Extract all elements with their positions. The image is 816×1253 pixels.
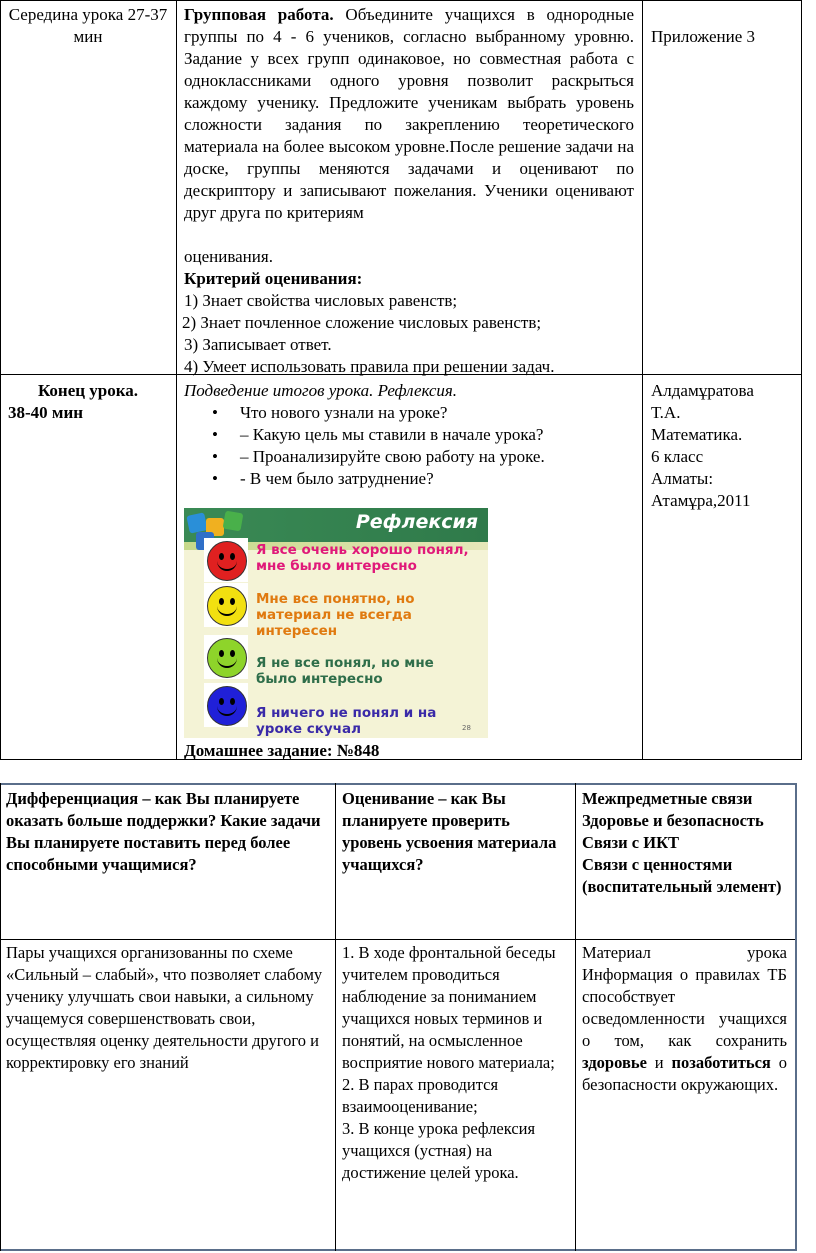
slide-item-text: Я все очень хорошо понял, мне было интересно [256, 542, 469, 574]
criteria-list [182, 290, 634, 378]
reflection-slide-image [184, 508, 488, 738]
group-work-body: Объедините учащихся в однородные группы по 4 - 6 учеников, согласно выбранному уровню. Задание у всех групп одинаковое, но совместная работа с одноклассниками одного уровня позволит раскрыться каждому ученику. Предложите ученикам выбрать уровень сложности задания по закреплению теоретического материала на более высоком уровне.После решение задачи на доске, группы меняются задачами и оценивают по дескриптору и записывают пожелания. Ученики оценивают друг друга по критериям [184, 5, 635, 222]
resource-publisher: Атамұра,2011 [651, 491, 751, 510]
body-cross-curricular: Материал урока Информация о правилах ТБ способствует осведомленности учащихся о том, как сохранить здоровье и позаботиться о безопасности окружающих. [582, 943, 787, 1094]
resource-book [651, 380, 796, 512]
bullet-icon: • [212, 447, 218, 466]
slide-item-text: Я не все понял, но мне было интересно [256, 655, 434, 687]
criteria-item: 1) Знает свойства числовых равенств; [184, 291, 458, 310]
header-links-line: Здоровье и безопасность [582, 811, 764, 830]
stage-time-end-label: Конец урока. [37, 381, 139, 400]
criteria-heading: Критерий оценивания: [184, 269, 363, 288]
yellow-smiley-icon [207, 586, 247, 626]
header-links-line: Межпредметные связи [582, 789, 753, 808]
header-differentiation: Дифференциация – как Вы планируете оказать больше поддержки? Какие задачи Вы планируете поставить перед более способными учащимися? [6, 789, 321, 874]
question-item: • - В чем было затруднение? [212, 469, 434, 488]
homework: Домашнее задание: №848 [184, 741, 380, 760]
header-links-line: Связи с ценностями (воспитательный элемент) [582, 855, 782, 896]
group-work-text [184, 4, 634, 224]
summary-heading: Подведение итогов урока. Рефлексия. [184, 381, 458, 400]
stage-time-middle: Середина урока 27-37 мин [8, 5, 168, 46]
criteria-item: 3) Записывает ответ. [184, 335, 332, 354]
slide-title: Рефлексия [355, 511, 478, 533]
resource-initials: Т.А. [651, 403, 681, 422]
resource-city: Алматы: [651, 469, 714, 488]
assessment-item: 1. В ходе фронтальной беседы учителем проводиться наблюдение за пониманием учащихся новых терминов и понятий, на осмысленное восприятие нового материала; [342, 943, 556, 1072]
group-work-heading: Групповая работа. [184, 5, 334, 24]
red-smiley-icon [207, 541, 247, 581]
body-differentiation: Пары учащихся организованны по схеме «Сильный – слабый», что позволяет слабому ученику улучшать свои навыки, а сильному учащемуся совершенствовать свои, осуществляя оценку деятельности другого и корректировку его знаний [6, 943, 323, 1072]
question-item: • – Проанализируйте свою работу на уроке. [212, 447, 545, 466]
criteria-item: 4) Умеет использовать правила при решении задач. [184, 357, 555, 376]
header-links-line: Связи с ИКТ [582, 833, 680, 852]
blue-smiley-icon [207, 686, 247, 726]
slide-item-text: Я ничего не понял и на уроке скучал [256, 705, 437, 737]
bullet-icon: • [212, 403, 218, 422]
puzzle-piece-icon [186, 512, 207, 533]
header-assessment: Оценивание – как Вы планируете проверить уровень усвоения материала учащихся? [342, 789, 557, 874]
header-cross-curricular [582, 788, 790, 898]
resource-author: Алдамұратова [651, 381, 754, 400]
resource-subject: Математика. [651, 425, 743, 444]
bullet-icon: • [212, 469, 218, 488]
criteria-item: 2) Знает почленное сложение числовых равенств; [182, 313, 542, 332]
question-item: • Что нового узнали на уроке? [212, 403, 448, 422]
puzzle-piece-icon [223, 511, 244, 532]
assessment-item: 2. В парах проводится взаимооценивание; [342, 1075, 499, 1116]
bullet-icon: • [212, 425, 218, 444]
resource-grade: 6 класс [651, 447, 704, 466]
question-item: • – Какую цель мы ставили в начале урока? [212, 425, 544, 444]
resource-appendix: Приложение 3 [651, 27, 755, 46]
assessment-item: 3. В конце урока рефлексия учащихся (устная) на достижение целей урока. [342, 1119, 536, 1182]
slide-item-text: Мне все понятно, но материал не всегда интересен [256, 591, 415, 639]
body-assessment [342, 942, 570, 1184]
slide-page-number: 28 [462, 724, 471, 732]
group-work-body-end: оценивания. [184, 247, 273, 266]
reflection-questions [184, 402, 634, 490]
stage-time-end-minutes: 38-40 мин [8, 403, 84, 422]
green-smiley-icon [207, 638, 247, 678]
